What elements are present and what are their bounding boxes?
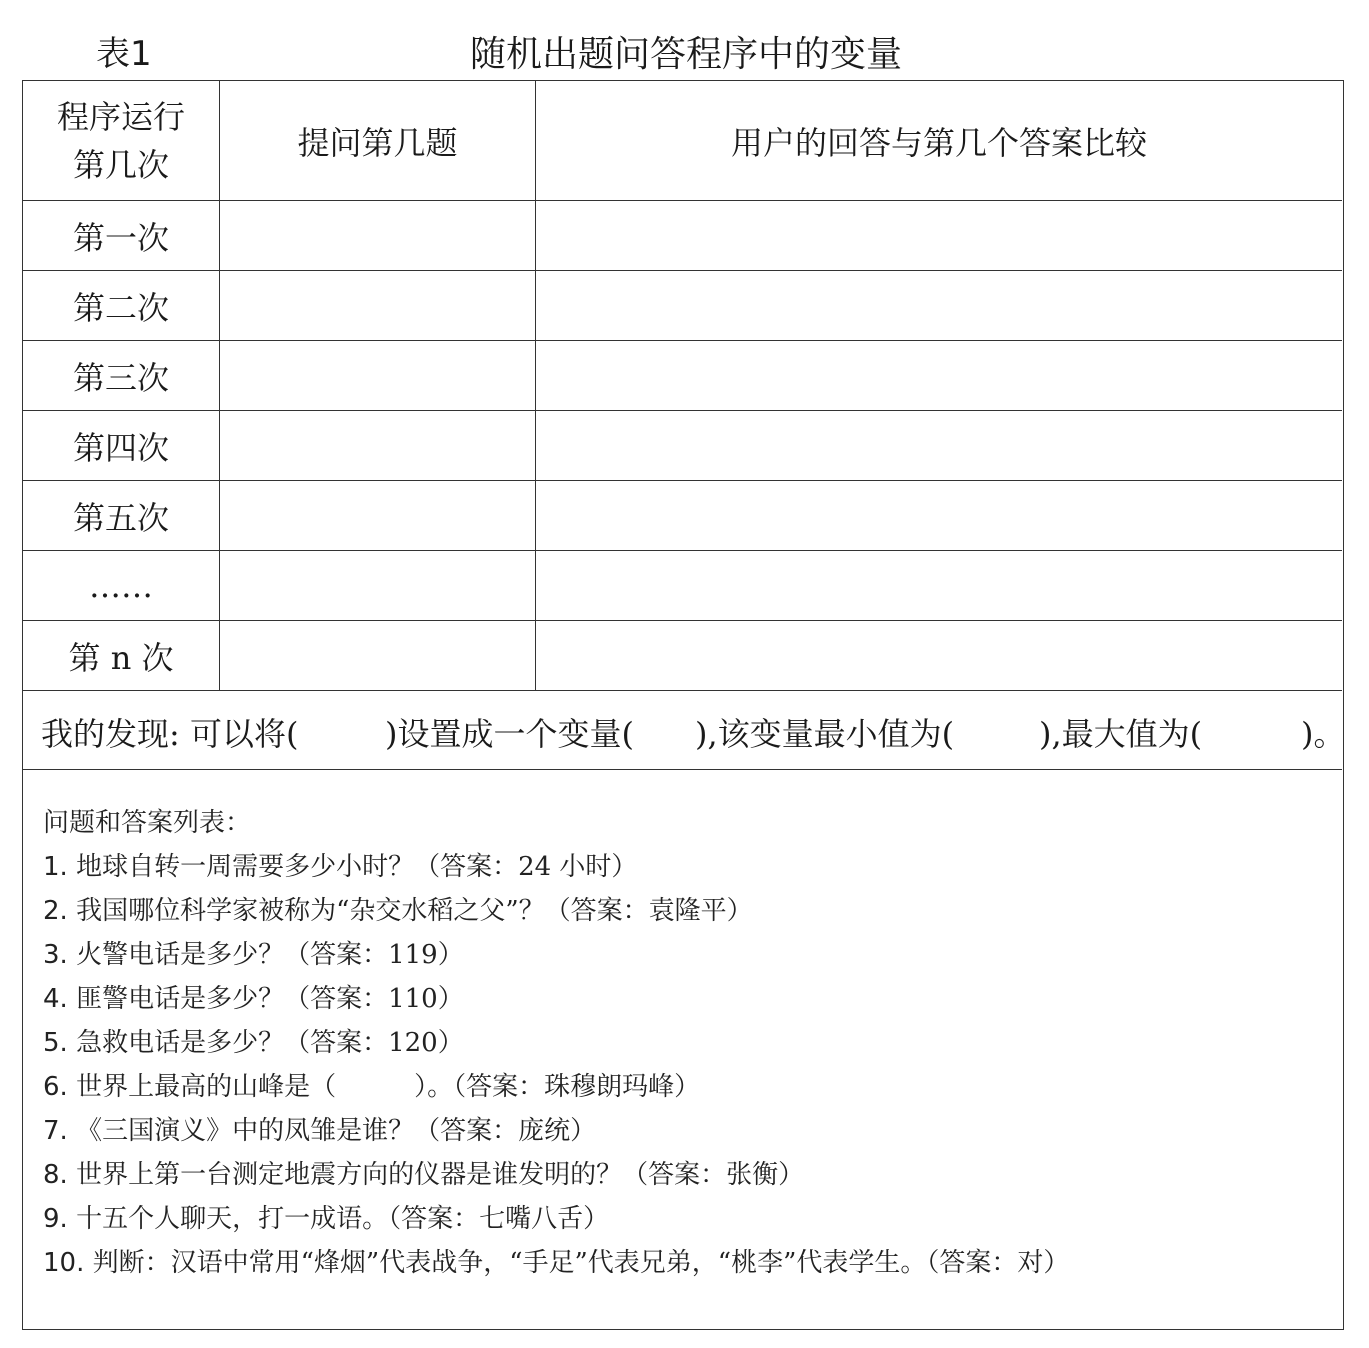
list-item [43,1021,1333,1065]
table-header-row [23,81,1342,201]
item-number: 1. [43,852,68,882]
list-item [43,1109,1333,1153]
answer-compare-cell[interactable] [536,341,1343,411]
header-run-count-line2: 第几次 [72,145,169,184]
table-row [23,551,1342,621]
header-answer-compare: 用户的回答与第几个答案比较 [536,81,1343,201]
list-item [43,889,1333,933]
answer-compare-cell[interactable] [536,621,1343,691]
item-text: 《三国演义》中的凤雏是谁？（答案：庞统） [76,1116,597,1146]
item-number: 2. [43,896,68,926]
item-number: 4. [43,984,68,1014]
row-label-ellipsis: …… [23,551,220,621]
qa-list-heading: 问题和答案列表： [43,808,252,838]
list-item [43,1197,1333,1241]
question-number-cell[interactable] [220,341,536,411]
worksheet-frame [22,80,1344,1330]
item-text: 我国哪位科学家被称为“杂交水稻之父”？（答案：袁隆平） [76,896,753,926]
list-item [43,977,1333,1021]
item-text: 判断：汉语中常用“烽烟”代表战争，“手足”代表兄弟，“桃李”代表学生。（答案：对） [92,1248,1070,1278]
table-row [23,201,1342,271]
list-item [43,1065,1333,1109]
findings-text-part2: )设置成一个变量( [385,715,634,753]
row-label: 第四次 [23,411,220,481]
answer-compare-cell[interactable] [536,271,1343,341]
item-number: 5. [43,1028,68,1058]
question-number-cell[interactable] [220,271,536,341]
list-item [43,1241,1333,1285]
answer-compare-cell[interactable] [536,551,1343,621]
table-number-label: 表1 [96,34,152,74]
item-text: 地球自转一周需要多少小时？（答案：24 小时） [76,852,638,882]
item-text: 急救电话是多少？（答案：120） [76,1028,464,1058]
item-number: 7. [43,1116,68,1146]
item-text: 世界上第一台测定地震方向的仪器是谁发明的？（答案：张衡） [76,1160,805,1190]
question-number-cell[interactable] [220,481,536,551]
row-label: 第二次 [23,271,220,341]
row-label: 第三次 [23,341,220,411]
variable-table [23,81,1342,691]
item-text: 匪警电话是多少？（答案：110） [76,984,464,1014]
header-run-count-line1: 程序运行 [56,97,185,136]
table-caption [0,22,1369,75]
item-text: 十五个人聊天，打一成语。（答案：七嘴八舌） [76,1204,610,1234]
findings-text-part3: ),该变量最小值为( [695,715,955,753]
question-number-cell[interactable] [220,621,536,691]
list-item [43,1153,1333,1197]
table-row [23,271,1342,341]
header-run-count [23,81,220,201]
item-text: 火警电话是多少？（答案：119） [76,940,464,970]
table-row [23,341,1342,411]
question-number-cell[interactable] [220,411,536,481]
row-label: 第五次 [23,481,220,551]
item-number: 6. [43,1072,68,1102]
item-number: 3. [43,940,68,970]
item-number: 10. [43,1248,85,1278]
list-item [43,845,1333,889]
table-title: 随机出题问答程序中的变量 [470,34,903,75]
findings-text-part1: 我的发现: 可以将( [41,715,299,753]
question-answer-list [43,801,1333,1285]
header-question-number: 提问第几题 [220,81,536,201]
findings-text-part5: )。 [1301,715,1346,753]
item-text: 世界上最高的山峰是（ ）。（答案：珠穆朗玛峰） [76,1072,701,1102]
answer-compare-cell[interactable] [536,411,1343,481]
row-label: 第 n 次 [23,621,220,691]
question-number-cell[interactable] [220,201,536,271]
list-item [43,933,1333,977]
table-row [23,621,1342,691]
findings-text-part4: ),最大值为( [1039,715,1203,753]
row-label: 第一次 [23,201,220,271]
item-number: 9. [43,1204,68,1234]
answer-compare-cell[interactable] [536,201,1343,271]
answer-compare-cell[interactable] [536,481,1343,551]
findings-sentence [23,699,1346,770]
table-row [23,481,1342,551]
question-number-cell[interactable] [220,551,536,621]
item-number: 8. [43,1160,68,1190]
table-row [23,411,1342,481]
